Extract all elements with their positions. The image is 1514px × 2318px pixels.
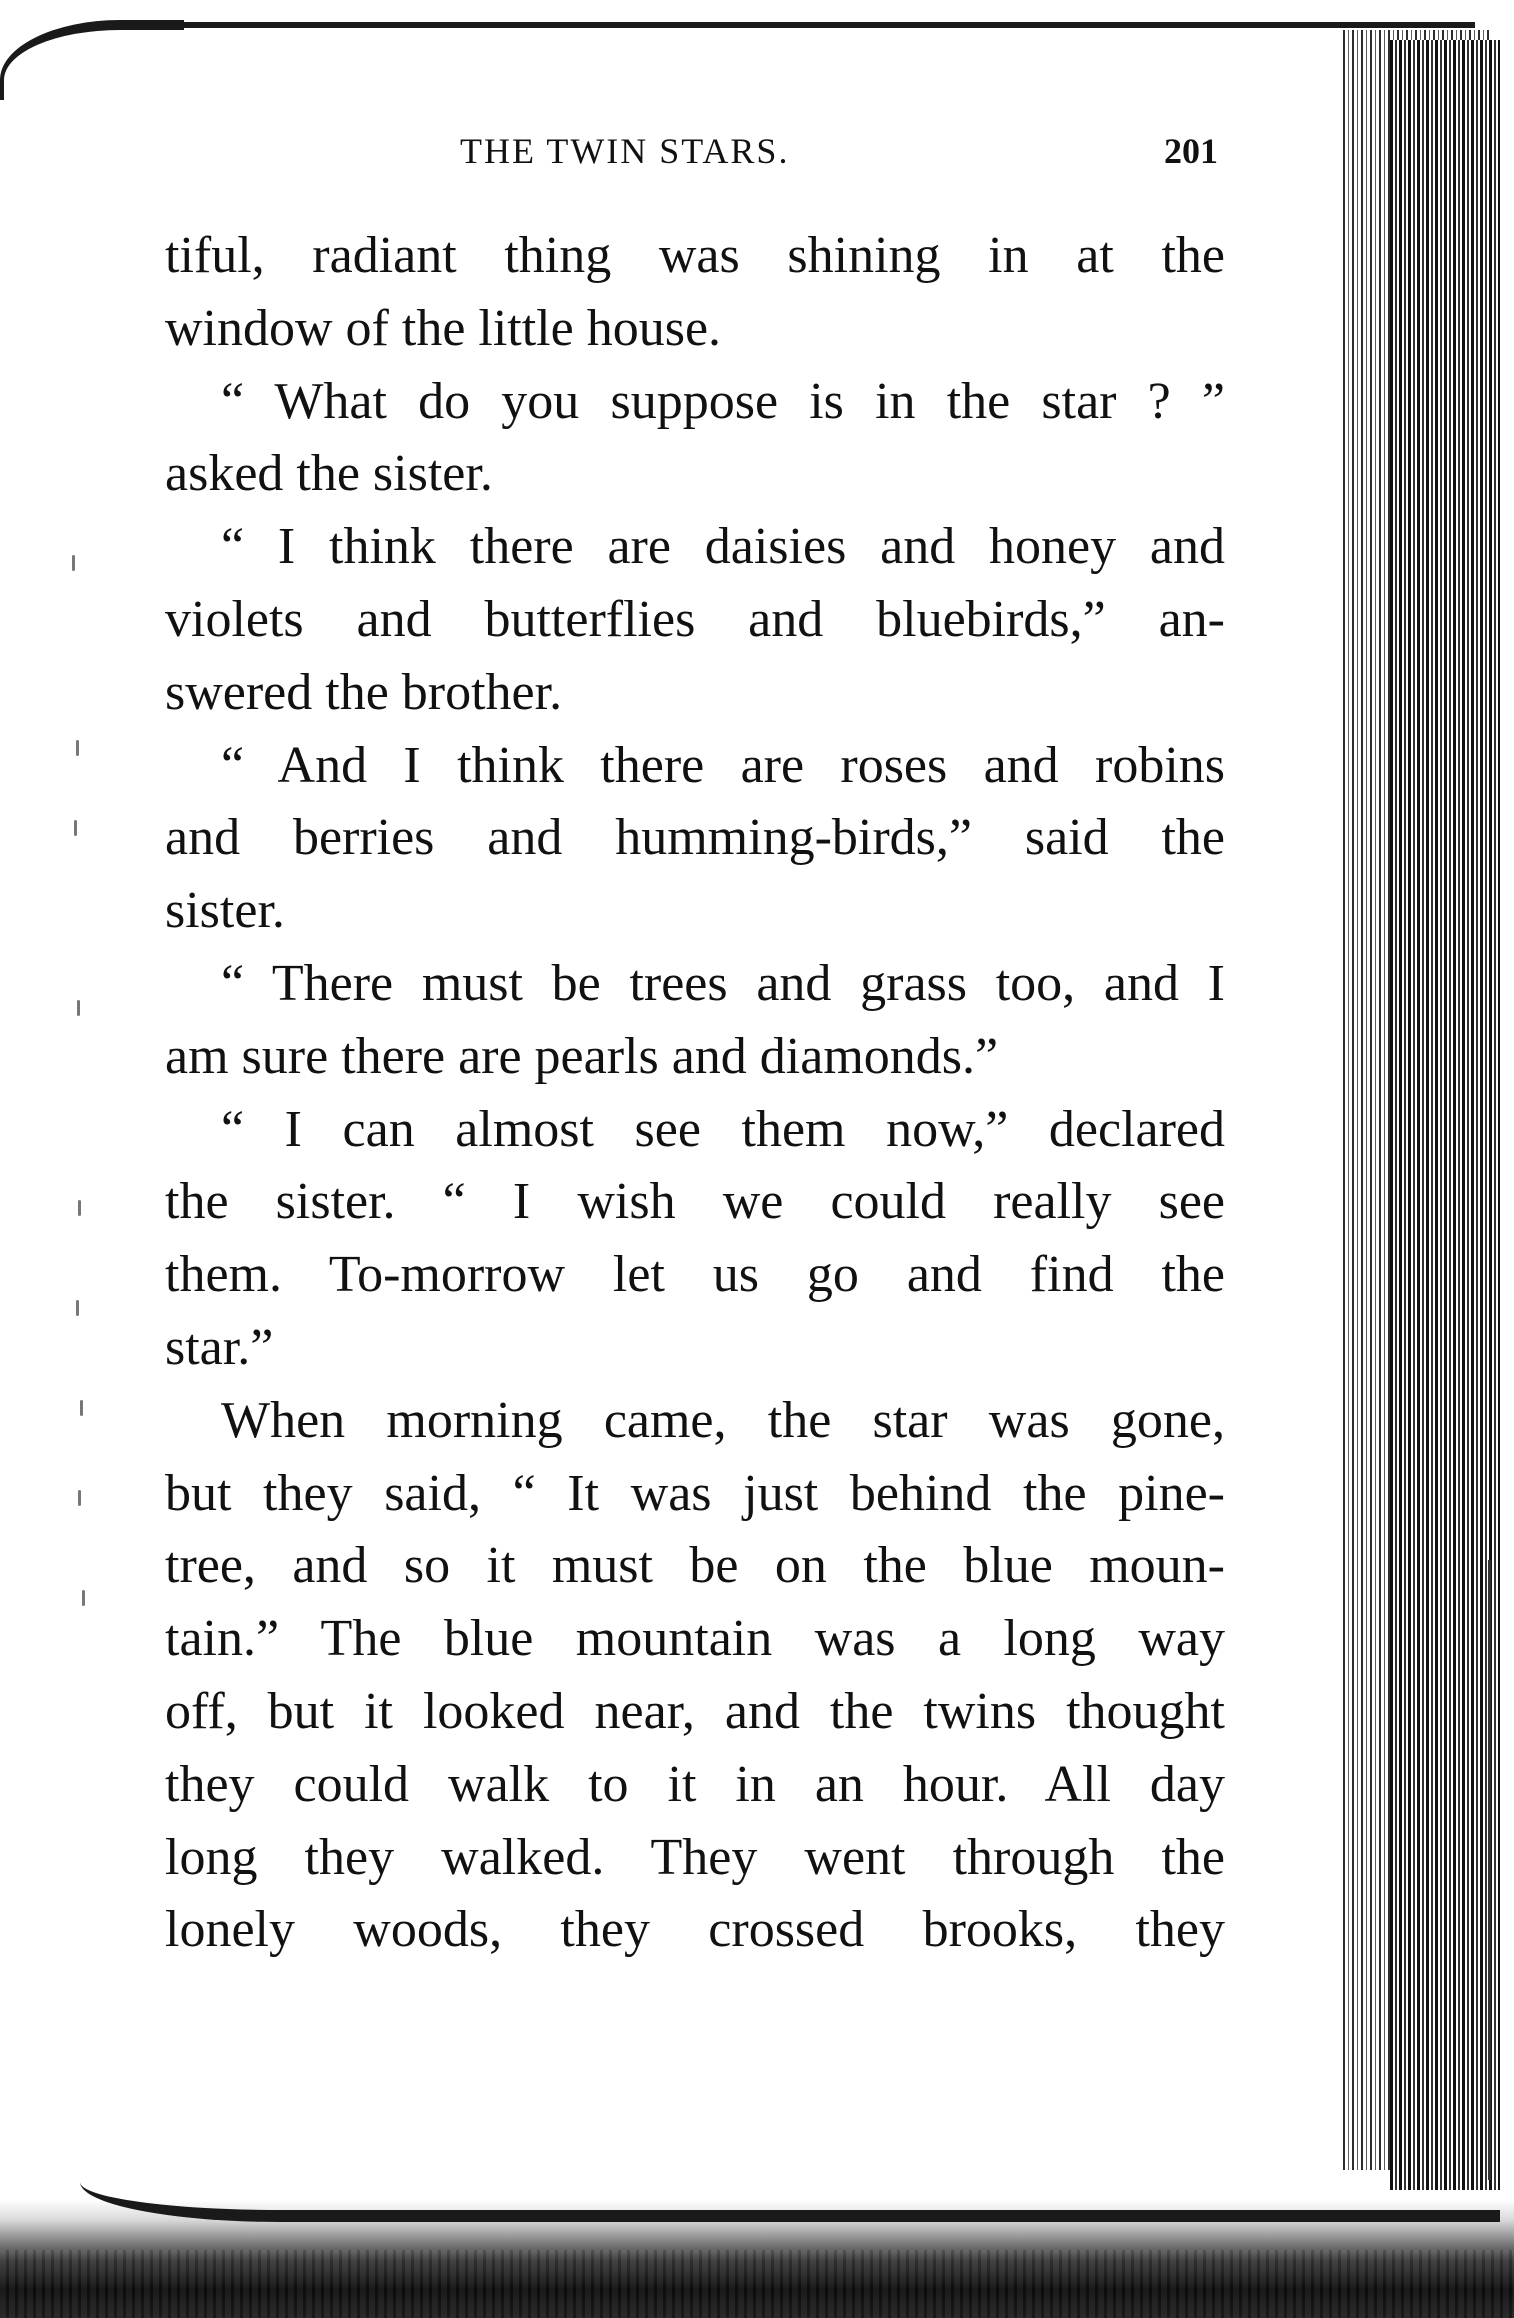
text-line: “ I can almost see them now,” declared — [221, 1100, 1225, 1158]
text-line: “ What do you suppose is in the star ? ” — [221, 372, 1225, 430]
text-line: sister. — [165, 882, 285, 940]
bottom-page-curl — [80, 2150, 1500, 2222]
margin-speck — [74, 820, 77, 836]
bottom-scan-noise — [0, 2250, 1514, 2318]
page-stack-outer-edges — [1390, 40, 1500, 2190]
text-line: off, but it looked near, and the twins thought — [165, 1682, 1225, 1740]
top-scan-edge — [120, 22, 1475, 28]
text-line: violets and butterflies and bluebirds,” an- — [165, 590, 1225, 648]
text-line: “ There must be trees and grass too, and I — [221, 954, 1225, 1012]
text-line: asked the sister. — [165, 445, 493, 503]
page-edge-shadow — [1488, 1560, 1491, 2180]
text-line: the sister. “ I wish we could really see — [165, 1173, 1225, 1231]
body-text — [165, 220, 1225, 1967]
text-line: “ I think there are daisies and honey and — [221, 518, 1225, 576]
margin-speck — [82, 1590, 85, 1606]
text-line: lonely woods, they crossed brooks, they — [165, 1901, 1225, 1959]
text-line: long they walked. They went through the — [165, 1828, 1225, 1886]
text-line: they could walk to it in an hour. All day — [165, 1755, 1225, 1813]
text-line: star.” — [165, 1318, 274, 1376]
text-line: but they said, “ It was just behind the pine- — [165, 1464, 1225, 1522]
margin-speck — [76, 740, 79, 756]
text-line: When morning came, the star was gone, — [221, 1391, 1225, 1449]
text-line: and berries and humming-birds,” said the — [165, 809, 1225, 867]
text-line: window of the little house. — [165, 299, 722, 357]
running-title: THE TWIN STARS. — [460, 131, 790, 171]
margin-speck — [78, 1200, 81, 1216]
text-line: am sure there are pearls and diamonds.” — [165, 1027, 999, 1085]
margin-speck — [77, 1000, 80, 1016]
margin-speck — [76, 1300, 79, 1316]
text-line: tiful, radiant thing was shining in at the — [165, 227, 1225, 284]
margin-speck — [72, 555, 75, 571]
page-number: 201 — [1164, 131, 1218, 171]
text-line: tain.” The blue mountain was a long way — [165, 1610, 1225, 1668]
text-line: swered the brother. — [165, 663, 563, 721]
margin-speck — [80, 1400, 83, 1416]
text-line: them. To-morrow let us go and find the — [165, 1246, 1225, 1304]
running-head — [170, 130, 1230, 180]
text-line: “ And I think there are roses and robins — [221, 736, 1225, 794]
text-line: tree, and so it must be on the blue moun- — [165, 1537, 1225, 1595]
margin-speck — [78, 1490, 81, 1506]
